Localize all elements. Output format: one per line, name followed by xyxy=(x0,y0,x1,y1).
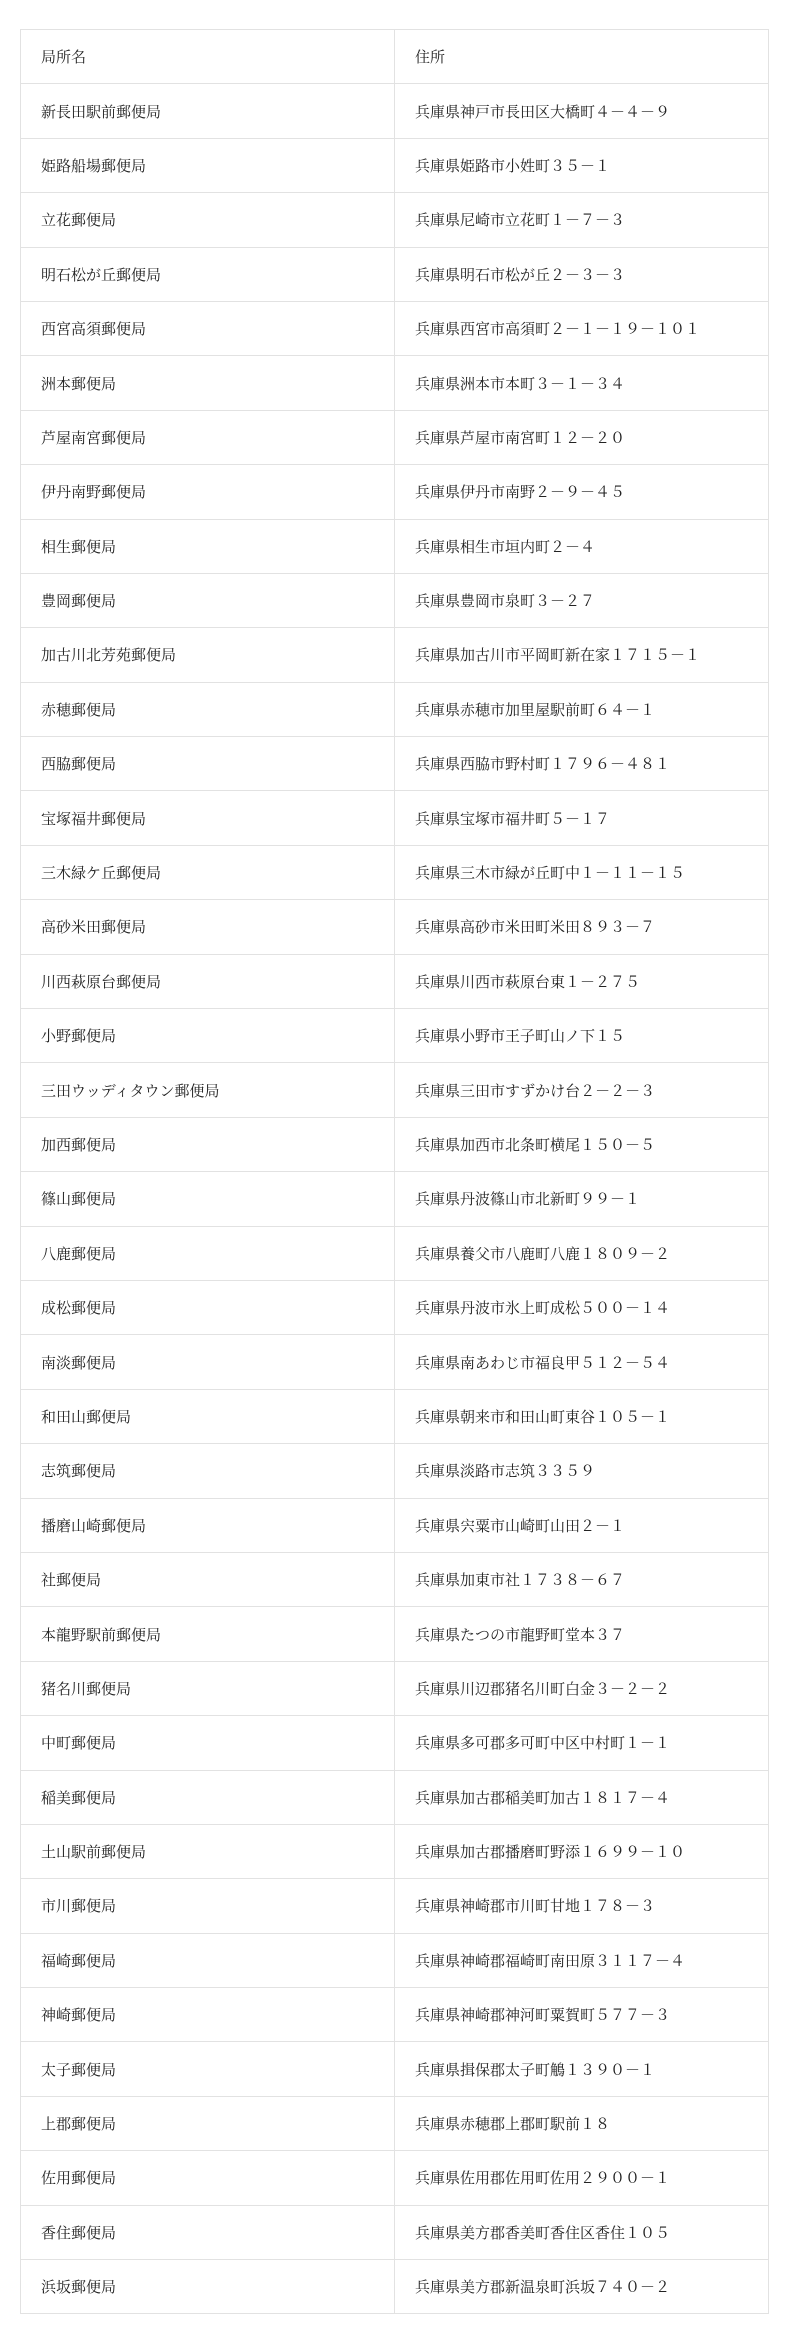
office-name-cell: 志筑郵便局 xyxy=(21,1444,395,1498)
table-row xyxy=(21,1009,769,1063)
post-office-table xyxy=(20,29,769,2314)
table-row xyxy=(21,1498,769,1552)
address-cell: 兵庫県加西市北条町横尾１５０－５ xyxy=(395,1117,769,1171)
office-name-cell: 太子郵便局 xyxy=(21,2042,395,2096)
office-name-cell: 和田山郵便局 xyxy=(21,1389,395,1443)
office-name-cell: 南淡郵便局 xyxy=(21,1335,395,1389)
table-row xyxy=(21,900,769,954)
table-row xyxy=(21,737,769,791)
table-row xyxy=(21,1879,769,1933)
address-cell: 兵庫県川西市萩原台東１－２７５ xyxy=(395,954,769,1008)
table-row xyxy=(21,301,769,355)
office-name-cell: 上郡郵便局 xyxy=(21,2096,395,2150)
table-row xyxy=(21,2205,769,2259)
address-cell: 兵庫県神崎郡神河町粟賀町５７７－３ xyxy=(395,1988,769,2042)
office-name-cell: 姫路船場郵便局 xyxy=(21,138,395,192)
office-name-cell: 社郵便局 xyxy=(21,1552,395,1606)
table-row xyxy=(21,1063,769,1117)
office-name-cell: 豊岡郵便局 xyxy=(21,573,395,627)
address-cell: 兵庫県養父市八鹿町八鹿１８０９－２ xyxy=(395,1226,769,1280)
address-cell: 兵庫県朝来市和田山町東谷１０５－１ xyxy=(395,1389,769,1443)
office-name-cell: 市川郵便局 xyxy=(21,1879,395,1933)
table-row xyxy=(21,628,769,682)
address-cell: 兵庫県相生市垣内町２－４ xyxy=(395,519,769,573)
table-row xyxy=(21,356,769,410)
table-row xyxy=(21,1280,769,1334)
address-cell: 兵庫県多可郡多可町中区中村町１－１ xyxy=(395,1716,769,1770)
address-cell: 兵庫県宝塚市福井町５－１７ xyxy=(395,791,769,845)
address-cell: 兵庫県尼崎市立花町１－７－３ xyxy=(395,193,769,247)
table-row xyxy=(21,1824,769,1878)
address-cell: 兵庫県丹波篠山市北新町９９－１ xyxy=(395,1172,769,1226)
address-cell: 兵庫県豊岡市泉町３－２７ xyxy=(395,573,769,627)
address-cell: 兵庫県神戸市長田区大橋町４－４－９ xyxy=(395,84,769,138)
office-name-cell: 三木緑ケ丘郵便局 xyxy=(21,845,395,899)
address-cell: 兵庫県美方郡新温泉町浜坂７４０－２ xyxy=(395,2260,769,2314)
table-row xyxy=(21,682,769,736)
address-cell: 兵庫県美方郡香美町香住区香住１０５ xyxy=(395,2205,769,2259)
address-cell: 兵庫県揖保郡太子町鵤１３９０－１ xyxy=(395,2042,769,2096)
office-name-cell: 宝塚福井郵便局 xyxy=(21,791,395,845)
office-name-cell: 篠山郵便局 xyxy=(21,1172,395,1226)
table-row xyxy=(21,1226,769,1280)
table-row xyxy=(21,1117,769,1171)
office-name-cell: 新長田駅前郵便局 xyxy=(21,84,395,138)
office-name-cell: 西宮高須郵便局 xyxy=(21,301,395,355)
table-row xyxy=(21,138,769,192)
address-cell: 兵庫県加古川市平岡町新在家１７１５－１ xyxy=(395,628,769,682)
table-row xyxy=(21,845,769,899)
office-name-cell: 赤穂郵便局 xyxy=(21,682,395,736)
table-row xyxy=(21,2260,769,2314)
address-cell: 兵庫県淡路市志筑３３５９ xyxy=(395,1444,769,1498)
office-name-cell: 洲本郵便局 xyxy=(21,356,395,410)
address-cell: 兵庫県高砂市米田町米田８９３－７ xyxy=(395,900,769,954)
address-cell: 兵庫県神崎郡市川町甘地１７８－３ xyxy=(395,1879,769,1933)
office-name-cell: 佐用郵便局 xyxy=(21,2151,395,2205)
table-row xyxy=(21,791,769,845)
address-cell: 兵庫県赤穂郡上郡町駅前１８ xyxy=(395,2096,769,2150)
office-name-cell: 本龍野駅前郵便局 xyxy=(21,1607,395,1661)
table-row xyxy=(21,1770,769,1824)
table-row xyxy=(21,247,769,301)
office-name-cell: 小野郵便局 xyxy=(21,1009,395,1063)
office-name-cell: 福崎郵便局 xyxy=(21,1933,395,1987)
table-row xyxy=(21,84,769,138)
address-cell: 兵庫県伊丹市南野２－９－４５ xyxy=(395,465,769,519)
office-name-cell: 播磨山崎郵便局 xyxy=(21,1498,395,1552)
office-name-cell: 浜坂郵便局 xyxy=(21,2260,395,2314)
table-body xyxy=(21,84,769,2314)
table-row xyxy=(21,1444,769,1498)
column-header-office-name: 局所名 xyxy=(21,30,395,84)
address-cell: 兵庫県加古郡播磨町野添１６９９－１０ xyxy=(395,1824,769,1878)
office-name-cell: 中町郵便局 xyxy=(21,1716,395,1770)
office-name-cell: 相生郵便局 xyxy=(21,519,395,573)
table-row xyxy=(21,1172,769,1226)
address-cell: 兵庫県川辺郡猪名川町白金３－２－２ xyxy=(395,1661,769,1715)
office-name-cell: 高砂米田郵便局 xyxy=(21,900,395,954)
office-name-cell: 伊丹南野郵便局 xyxy=(21,465,395,519)
office-name-cell: 芦屋南宮郵便局 xyxy=(21,410,395,464)
office-name-cell: 西脇郵便局 xyxy=(21,737,395,791)
table-row xyxy=(21,1988,769,2042)
office-name-cell: 明石松が丘郵便局 xyxy=(21,247,395,301)
table-row xyxy=(21,2042,769,2096)
address-cell: 兵庫県三木市緑が丘町中１－１１－１５ xyxy=(395,845,769,899)
office-name-cell: 成松郵便局 xyxy=(21,1280,395,1334)
address-cell: 兵庫県宍粟市山崎町山田２－１ xyxy=(395,1498,769,1552)
address-cell: 兵庫県加古郡稲美町加古１８１７－４ xyxy=(395,1770,769,1824)
table-row xyxy=(21,1389,769,1443)
office-name-cell: 八鹿郵便局 xyxy=(21,1226,395,1280)
table-row xyxy=(21,1552,769,1606)
office-name-cell: 三田ウッディタウン郵便局 xyxy=(21,1063,395,1117)
address-cell: 兵庫県小野市王子町山ノ下１５ xyxy=(395,1009,769,1063)
table-row xyxy=(21,1607,769,1661)
office-name-cell: 猪名川郵便局 xyxy=(21,1661,395,1715)
office-name-cell: 川西萩原台郵便局 xyxy=(21,954,395,1008)
table-row xyxy=(21,2096,769,2150)
table-row xyxy=(21,465,769,519)
table-row xyxy=(21,954,769,1008)
table-header xyxy=(21,30,769,84)
table-row xyxy=(21,1716,769,1770)
address-cell: 兵庫県加東市社１７３８－６７ xyxy=(395,1552,769,1606)
address-cell: 兵庫県芦屋市南宮町１２－２０ xyxy=(395,410,769,464)
table-row xyxy=(21,1335,769,1389)
address-cell: 兵庫県姫路市小姓町３５－１ xyxy=(395,138,769,192)
table-row xyxy=(21,193,769,247)
table-row xyxy=(21,519,769,573)
address-cell: 兵庫県丹波市氷上町成松５００－１４ xyxy=(395,1280,769,1334)
address-cell: 兵庫県たつの市龍野町堂本３７ xyxy=(395,1607,769,1661)
table-row xyxy=(21,1933,769,1987)
address-cell: 兵庫県洲本市本町３－１－３４ xyxy=(395,356,769,410)
table-row xyxy=(21,2151,769,2205)
table-row xyxy=(21,410,769,464)
address-cell: 兵庫県西宮市高須町２－１－１９－１０１ xyxy=(395,301,769,355)
address-cell: 兵庫県神崎郡福崎町南田原３１１７－４ xyxy=(395,1933,769,1987)
office-name-cell: 加西郵便局 xyxy=(21,1117,395,1171)
address-cell: 兵庫県南あわじ市福良甲５１２－５４ xyxy=(395,1335,769,1389)
address-cell: 兵庫県赤穂市加里屋駅前町６４－１ xyxy=(395,682,769,736)
table-row xyxy=(21,573,769,627)
address-cell: 兵庫県西脇市野村町１７９６－４８１ xyxy=(395,737,769,791)
post-office-table-container xyxy=(20,29,768,2314)
table-header-row xyxy=(21,30,769,84)
address-cell: 兵庫県明石市松が丘２－３－３ xyxy=(395,247,769,301)
office-name-cell: 加古川北芳苑郵便局 xyxy=(21,628,395,682)
column-header-address: 住所 xyxy=(395,30,769,84)
office-name-cell: 香住郵便局 xyxy=(21,2205,395,2259)
address-cell: 兵庫県三田市すずかけ台２－２－３ xyxy=(395,1063,769,1117)
office-name-cell: 土山駅前郵便局 xyxy=(21,1824,395,1878)
address-cell: 兵庫県佐用郡佐用町佐用２９００－１ xyxy=(395,2151,769,2205)
office-name-cell: 稲美郵便局 xyxy=(21,1770,395,1824)
office-name-cell: 立花郵便局 xyxy=(21,193,395,247)
office-name-cell: 神崎郵便局 xyxy=(21,1988,395,2042)
table-row xyxy=(21,1661,769,1715)
